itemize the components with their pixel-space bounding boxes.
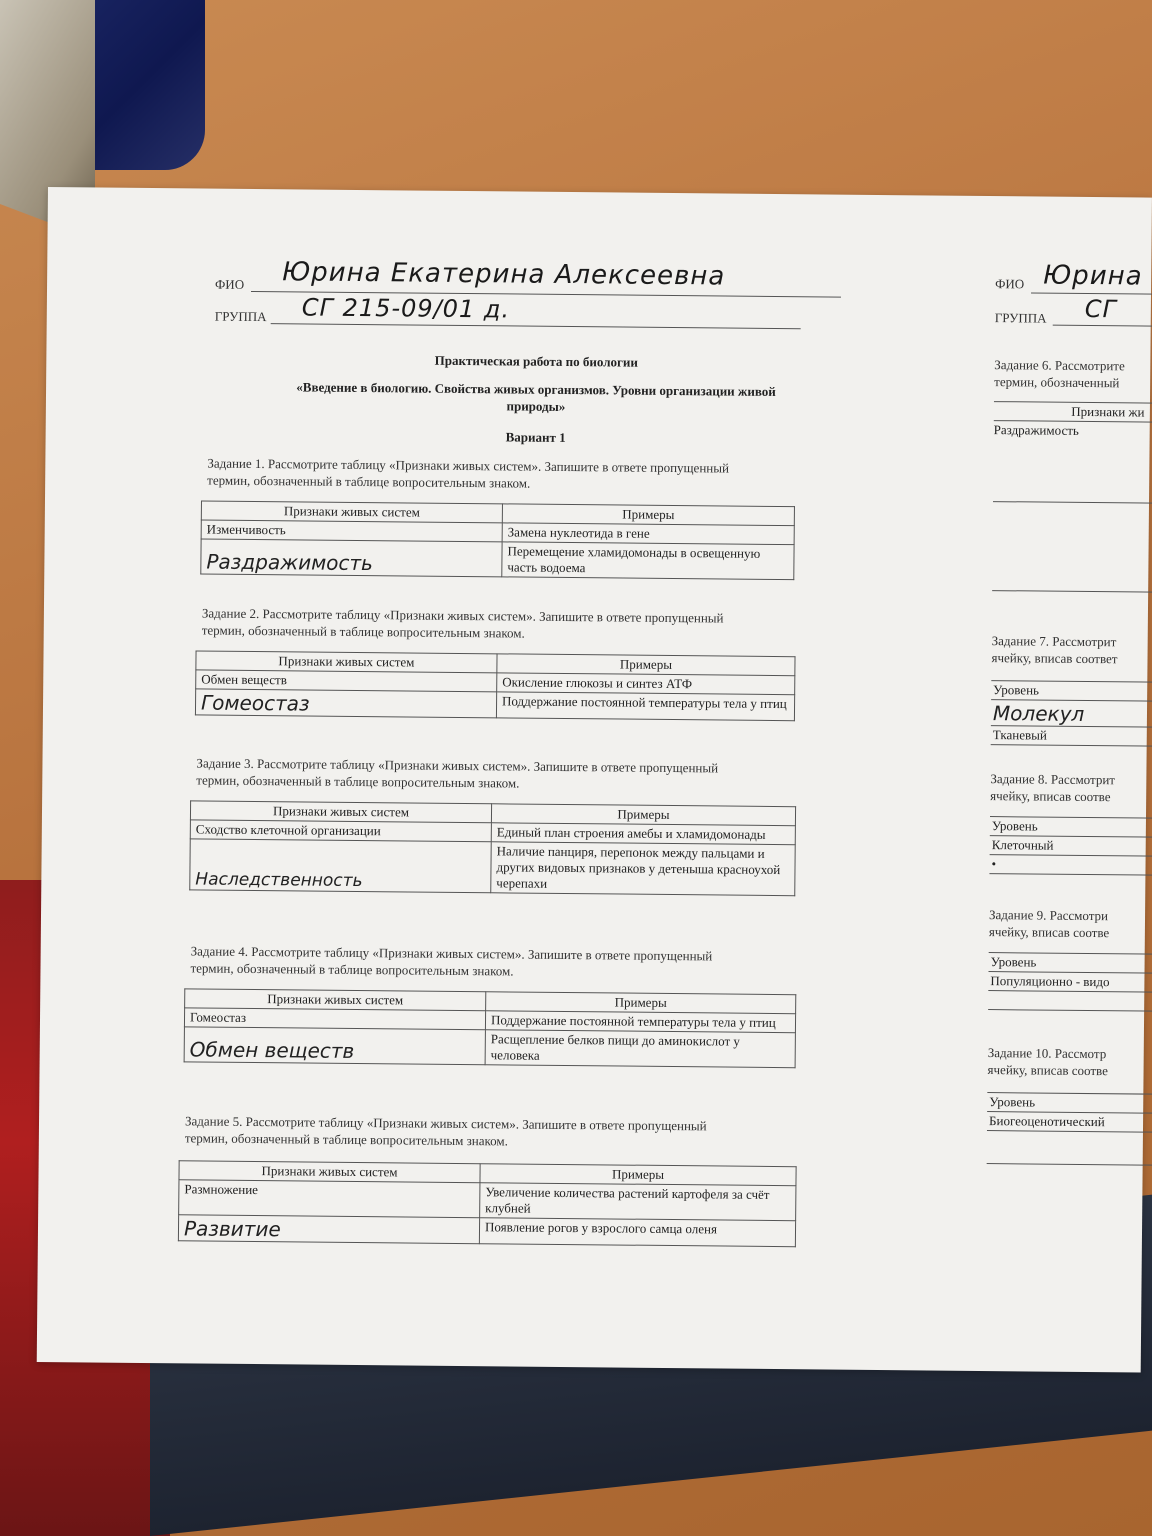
table-header-signs: Признаки живых систем [179, 1161, 480, 1183]
handwritten-answer: Обмен веществ [184, 1027, 485, 1065]
task-1-line1: Задание 1. Рассмотрите таблицу «Признаки живых систем». Запишите в ответе пропущенный [207, 455, 730, 476]
task-9-table [985, 952, 1152, 1012]
table-cell-sign: Обмен веществ [196, 670, 497, 692]
table-cell-sign: Раздражимость [988, 421, 1152, 504]
table-cell-level: Уровень [985, 953, 1152, 974]
task-2-line2: термин, обозначенный в таблице вопросительным знаком. [201, 622, 525, 641]
table-cell-example: Перемещение хламидомонады в освещенную часть водоема [502, 542, 794, 580]
task-1-text [207, 455, 729, 494]
task-7-line2: ячейку, вписав соответ [991, 650, 1118, 667]
table-header-signs: Признаки живых систем [201, 501, 502, 523]
table-header-examples: Примеры [502, 504, 794, 526]
task-4-line1: Задание 4. Рассмотрите таблицу «Признаки живых систем». Запишите в ответе пропущенный [190, 943, 713, 964]
task-1-table [200, 500, 795, 580]
task-8-line1: Задание 8. Рассмотрит [990, 771, 1116, 788]
worksheet-paper [37, 187, 1152, 1373]
handwritten-answer: Раздражимость [201, 539, 502, 577]
task-6-line1: Задание 6. Рассмотрите [994, 357, 1125, 374]
worksheet-right-column [985, 196, 1152, 1373]
task-3-text [196, 754, 718, 793]
table-cell-example: Увеличение количества растений картофеля за счёт клубней [480, 1183, 796, 1221]
task-10-table [985, 1092, 1152, 1166]
task-3-line2: термин, обозначенный в таблице вопросительным знаком. [196, 772, 520, 791]
table-cell-sign: Размножение [179, 1180, 480, 1218]
table-cell-sign: Сходство клеточной организации [190, 820, 491, 842]
task-10-line1: Задание 10. Рассмотр [987, 1045, 1107, 1062]
table-header-signs: Признаки живых систем [190, 801, 491, 823]
task-2-text [202, 604, 724, 643]
worksheet-title: Практическая работа по биологии [434, 352, 639, 370]
table-cell-empty [985, 991, 1152, 1012]
table-cell-example: Поддержание постоянной температуры тела у птиц [485, 1011, 795, 1033]
table-cell-empty [987, 502, 1152, 593]
handwritten-answer: Наследственность [190, 839, 491, 893]
fio-handwritten: Юрина Екатерина Алексеевна [282, 257, 726, 292]
table-cell-level: Уровень [988, 681, 1152, 702]
table-header-examples: Примеры [491, 804, 795, 826]
task-8-table [985, 816, 1152, 876]
table-header-examples: Примеры [486, 992, 796, 1014]
table-header-examples: Примеры [480, 1164, 796, 1186]
task-2-line1: Задание 2. Рассмотрите таблицу «Признаки живых систем». Запишите в ответе пропущенный [201, 605, 724, 626]
right-fio-label: ФИО [995, 276, 1025, 292]
table-cell-level: Клеточный [986, 836, 1152, 857]
table-header-signs: Признаки живых систем [185, 989, 486, 1011]
task-6-line2: термин, обозначенный [994, 374, 1120, 391]
task-9-line2: ячейку, вписав соотве [988, 924, 1110, 941]
task-10-text [987, 1044, 1108, 1079]
table-header-signs: Признаки жи [988, 402, 1152, 423]
table-cell-level: Тканевый [987, 726, 1152, 747]
task-3-table [189, 800, 796, 896]
task-4-table [184, 988, 797, 1068]
table-header-signs: Признаки живых систем [196, 651, 497, 673]
task-5-table [178, 1160, 797, 1247]
task-5-text [185, 1112, 707, 1151]
table-cell-example: Поддержание постоянной температуры тела у птиц [496, 692, 794, 721]
task-5-line2: термин, обозначенный в таблице вопросительным знаком. [184, 1130, 509, 1149]
task-4-line2: термин, обозначенный в таблице вопросительным знаком. [190, 960, 514, 979]
task-6-table [986, 401, 1152, 593]
group-line [271, 323, 801, 329]
table-header-examples: Примеры [497, 654, 795, 676]
task-7-text [991, 632, 1117, 667]
task-9-text [989, 906, 1110, 941]
task-1-line2: термин, обозначенный в таблице вопросительным знаком. [207, 472, 531, 491]
table-cell-example: Окисление глюкозы и синтез АТФ [497, 673, 795, 695]
task-3-line1: Задание 3. Рассмотрите таблицу «Признаки живых систем». Запишите в ответе пропущенный [196, 755, 719, 776]
right-group-label: ГРУППА [994, 310, 1047, 326]
table-cell-example: Появление рогов у взрослого самца оленя [479, 1218, 795, 1247]
task-4-text [190, 942, 712, 981]
group-label: ГРУППА [214, 308, 267, 325]
variant-label: Вариант 1 [505, 429, 566, 445]
task-10-line2: ячейку, вписав соотве [987, 1062, 1108, 1079]
fio-label: ФИО [215, 276, 245, 292]
table-cell-example: Единый план строения амебы и хламидомонады [491, 823, 795, 845]
table-cell-example: Расщепление белков пищи до аминокислот у человека [485, 1030, 795, 1068]
group-handwritten: СГ 215-09/01 д. [301, 293, 511, 324]
task-2-table [195, 650, 796, 721]
right-group-handwritten: СГ [1084, 294, 1118, 324]
table-cell-sign: Гомеостаз [184, 1008, 485, 1030]
worksheet-topic-line2: природы» [506, 398, 566, 414]
table-cell-level: Уровень [986, 817, 1152, 838]
table-cell-example: Наличие панциря, перепонок между пальцами и других видовых признаков у детеныша красноухой черепахи [491, 842, 795, 896]
task-9-line1: Задание 9. Рассмотри [988, 907, 1109, 924]
table-cell-level: Биогеоценотический [985, 1112, 1152, 1133]
handwritten-answer: Развитие [178, 1215, 479, 1244]
table-cell-example: Замена нуклеотида в гене [502, 523, 794, 545]
table-cell-level: Популяционно - видо [985, 972, 1152, 993]
task-7-table [987, 680, 1152, 747]
task-6-text [994, 356, 1125, 391]
right-group-line [1053, 325, 1152, 327]
table-cell-empty [985, 1131, 1152, 1166]
task-7-line1: Задание 7. Рассмотрит [991, 633, 1117, 650]
worksheet-topic-line1: «Введение в биологию. Свойства живых организмов. Уровни организации живой [296, 379, 776, 399]
task-8-text [990, 770, 1115, 805]
table-cell-sign: Изменчивость [201, 520, 502, 542]
handwritten-answer: Молекул [987, 700, 1152, 728]
table-cell-level: • [986, 855, 1152, 876]
table-cell-level: Уровень [985, 1093, 1152, 1114]
task-5-line1: Задание 5. Рассмотрите таблицу «Признаки живых систем». Запишите в ответе пропущенный [184, 1113, 707, 1134]
task-8-line2: ячейку, вписав соотве [990, 788, 1111, 805]
right-fio-handwritten: Юрина [1043, 260, 1143, 292]
handwritten-answer: Гомеостаз [195, 689, 496, 718]
